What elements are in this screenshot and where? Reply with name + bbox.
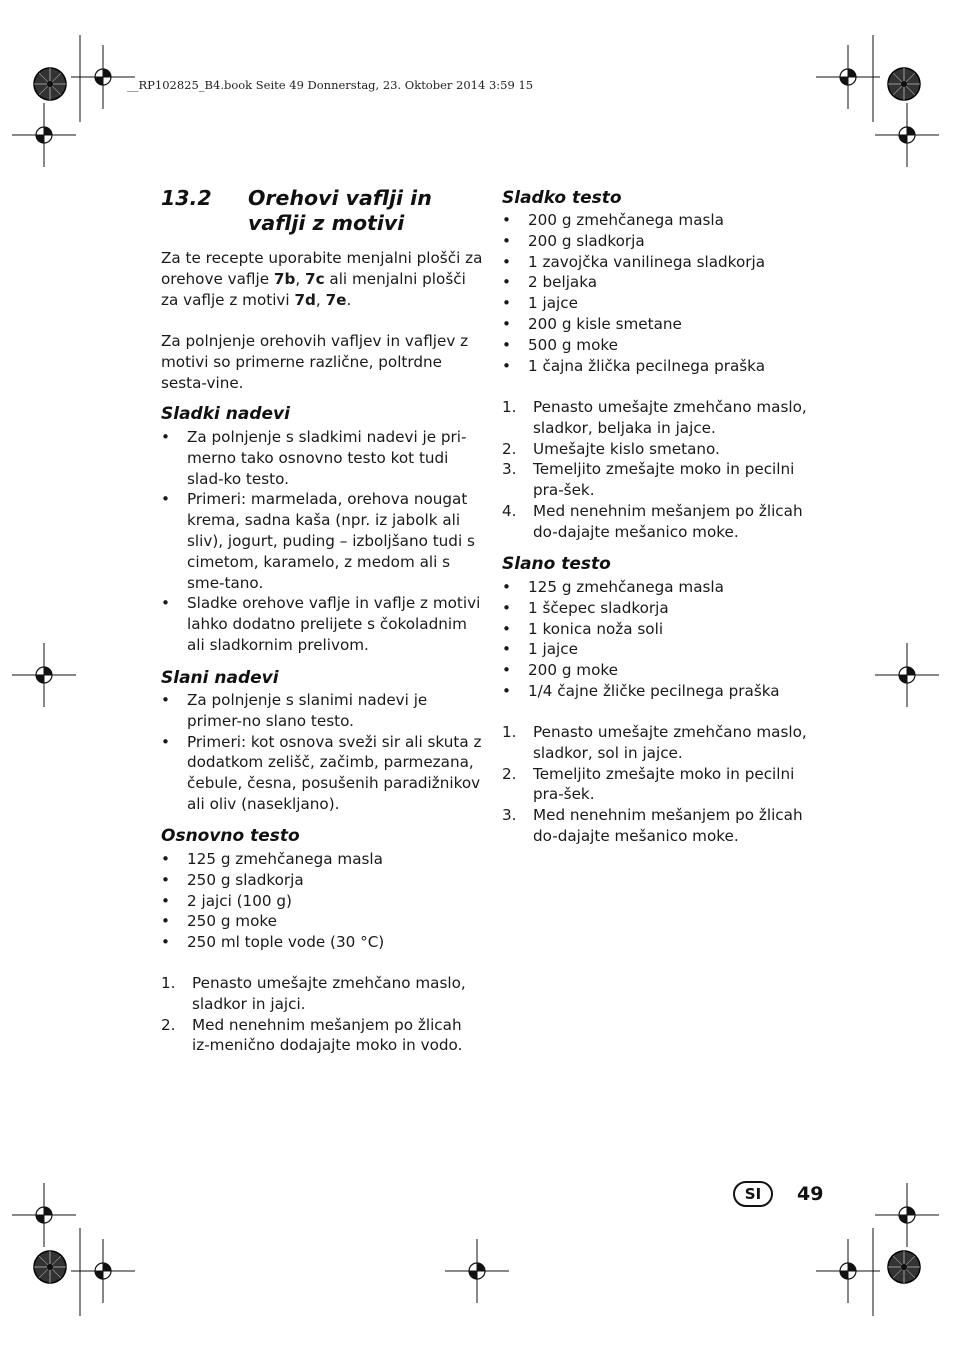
- ingredient-item: [502, 356, 827, 377]
- list-item: [161, 732, 483, 815]
- bullet: •: [502, 640, 511, 659]
- ingredient-item: [502, 293, 827, 314]
- step-text: Temeljito zmešajte moko in pecilni pra-šek.: [533, 764, 795, 804]
- step-text: Penasto umešajte zmehčano maslo, sladkor, beljaka in jajce.: [533, 398, 807, 437]
- step-number: 1.: [502, 398, 517, 416]
- ingredient-item: [502, 252, 827, 273]
- list-item: [161, 427, 483, 489]
- list-item-text: Primeri: marmelada, orehova nougat krema, sadna kaša (npr. iz jabolk ali sliv), jogurt, puding – izboljšano tudi s cimetom, karamelo, z medom ali s sme-tano.: [187, 490, 475, 592]
- step-number: 2.: [502, 764, 517, 783]
- step-item: [502, 459, 827, 501]
- section-number: 13.2: [161, 186, 212, 210]
- bullet: •: [502, 273, 511, 292]
- list-item-text: Primeri: kot osnova sveži sir ali skuta z dodatkom zelišč, začimb, parmezana, čebule, česna, posušenih paradižnikov ali oliv (nasekljano).: [187, 732, 482, 813]
- bullet: •: [502, 252, 511, 271]
- ingredient-text: 250 g sladkorja: [187, 870, 304, 889]
- list-item: [161, 593, 483, 655]
- step-number: 2.: [502, 439, 517, 458]
- sweet-dough-steps: [502, 397, 827, 543]
- ingredient-text: 200 g moke: [528, 661, 618, 680]
- ingredient-text: 2 beljaka: [528, 273, 598, 292]
- bullet: •: [502, 578, 511, 596]
- ingredient-item: [502, 314, 827, 335]
- ingredient-text: 250 ml tople vode (30 °C): [187, 933, 385, 952]
- language-badge: SI: [733, 1181, 773, 1207]
- bullet: •: [161, 428, 170, 446]
- bullet: •: [502, 619, 511, 638]
- step-text: Temeljito zmešajte moko in pecilni pra-šek.: [533, 460, 795, 500]
- ingredient-text: 125 g zmehčanega masla: [528, 578, 724, 596]
- ingredient-text: 125 g zmehčanega masla: [187, 850, 383, 868]
- ingredient-text: 1 jajce: [528, 640, 578, 659]
- bullet: •: [502, 661, 511, 680]
- section-title: [161, 186, 491, 236]
- ingredient-item: [502, 660, 827, 681]
- step-number: 4.: [502, 501, 517, 520]
- step-item: [502, 722, 827, 764]
- ingredient-item: [502, 210, 827, 231]
- ingredient-item: [502, 231, 827, 252]
- ingredient-text: 1 jajce: [528, 294, 578, 313]
- page-number: 49: [797, 1183, 824, 1205]
- step-item: [502, 501, 827, 543]
- step-text: Med nenehnim mešanjem po žlicah do-dajajte mešanico moke.: [533, 501, 803, 541]
- ref-7c: 7c: [305, 269, 325, 288]
- list-item: [161, 489, 483, 593]
- bullet: •: [161, 850, 170, 868]
- bullet: •: [502, 356, 511, 375]
- step-item: [502, 805, 827, 847]
- ingredient-item: [161, 891, 483, 912]
- ref-7b: 7b: [273, 269, 296, 288]
- step-number: 2.: [161, 1015, 176, 1034]
- ingredient-item: [161, 932, 483, 953]
- bullet: •: [502, 335, 511, 354]
- bullet: •: [502, 294, 511, 313]
- step-item: [502, 397, 827, 439]
- step-text: Med nenehnim mešanjem po žlicah iz-menično dodajajte moko in vodo.: [192, 1015, 463, 1055]
- ingredient-text: 1 ščepec sladkorja: [528, 598, 669, 617]
- bullet: •: [502, 211, 511, 229]
- list-item-text: Za polnjenje s slanimi nadevi je primer-no slano testo.: [187, 691, 428, 730]
- ingredient-item: [502, 272, 827, 293]
- savory-fillings-list: [161, 690, 483, 815]
- ingredient-text: 1 zavojčka vanilinega sladkorja: [528, 252, 765, 271]
- sweet-fillings-list: [161, 427, 483, 656]
- savory-dough-ingredients: [502, 577, 827, 702]
- ingredient-text: 2 jajci (100 g): [187, 891, 292, 910]
- ingredient-text: 500 g moke: [528, 335, 618, 354]
- ingredient-item: [502, 681, 827, 702]
- step-item: [161, 1015, 483, 1057]
- savory-fillings-heading: Slani nadevi: [161, 668, 279, 688]
- bullet: •: [161, 891, 170, 910]
- step-text: Med nenehnim mešanjem po žlicah do-dajajte mešanico moke.: [533, 806, 803, 845]
- bullet: •: [161, 490, 170, 509]
- intro-text: Za te recepte uporabite menjalni plošči za orehove vaflje: [161, 249, 483, 288]
- list-item-text: Sladke orehove vaflje in vaflje z motivi lahko dodatno prelijete s čokoladnim ali sladkornim prelivom.: [187, 594, 481, 654]
- sweet-dough-heading: Sladko testo: [502, 188, 622, 208]
- step-text: Penasto umešajte zmehčano maslo, sladkor in jajci.: [192, 974, 466, 1013]
- basic-dough-heading: Osnovno testo: [161, 826, 300, 846]
- intro-text: ali menjalni plošči za vaflje z motivi: [161, 269, 466, 309]
- ingredient-item: [502, 639, 827, 660]
- ref-7d: 7d: [294, 290, 316, 309]
- savory-dough-heading: Slano testo: [502, 554, 611, 574]
- ingredient-item: [502, 598, 827, 619]
- step-item: [161, 973, 483, 1015]
- ingredient-item: [502, 619, 827, 640]
- ingredient-item: [161, 849, 483, 870]
- intro-paragraph-1: [161, 248, 483, 310]
- section-title-text: Orehovi vaflji in vaflji z motivi: [248, 186, 432, 235]
- sweet-fillings-heading: Sladki nadevi: [161, 404, 290, 424]
- bullet: •: [502, 681, 511, 700]
- bullet: •: [502, 231, 511, 250]
- savory-dough-steps: [502, 722, 827, 847]
- ingredient-text: 1 konica noža soli: [528, 619, 664, 638]
- bullet: •: [161, 933, 170, 952]
- bullet: •: [502, 314, 511, 333]
- ref-7e: 7e: [325, 290, 347, 309]
- basic-dough-steps: [161, 973, 483, 1056]
- bullet: •: [161, 594, 170, 613]
- step-item: [502, 439, 827, 460]
- step-number: 3.: [502, 460, 517, 479]
- bullet: •: [161, 870, 170, 889]
- list-item-text: Za polnjenje s sladkimi nadevi je pri-merno tako osnovno testo kot tudi slad-ko testo.: [187, 428, 467, 488]
- bullet: •: [161, 691, 170, 709]
- ingredient-text: 1 čajna žlička pecilnega praška: [528, 356, 766, 375]
- basic-dough-ingredients: [161, 849, 483, 953]
- list-item: [161, 690, 483, 732]
- ingredient-text: 250 g moke: [187, 912, 277, 931]
- intro-paragraph-2: Za polnjenje orehovih vafljev in vafljev z motivi so primerne različne, poltrdne sesta-vine.: [161, 332, 469, 392]
- step-text: Penasto umešajte zmehčano maslo, sladkor, sol in jajce.: [533, 723, 807, 762]
- step-number: 3.: [502, 806, 517, 825]
- step-number: 1.: [502, 723, 517, 741]
- step-text: Umešajte kislo smetano.: [533, 439, 720, 458]
- ingredient-item: [502, 577, 827, 598]
- ingredient-item: [161, 870, 483, 891]
- intro-text: .: [346, 290, 352, 309]
- bullet: •: [161, 912, 170, 931]
- sweet-dough-ingredients: [502, 210, 827, 376]
- ingredient-text: 200 g kisle smetane: [528, 314, 682, 333]
- ingredient-text: 200 g sladkorja: [528, 231, 645, 250]
- ingredient-item: [161, 911, 483, 932]
- bullet: •: [161, 732, 170, 751]
- step-item: [502, 764, 827, 806]
- intro-text: ,: [315, 290, 326, 309]
- file-header-line: __RP102825_B4.book Seite 49 Donnerstag, 23. Oktober 2014 3:59 15: [127, 78, 534, 92]
- bullet: •: [502, 598, 511, 617]
- step-number: 1.: [161, 974, 176, 992]
- ingredient-item: [502, 335, 827, 356]
- intro-text: ,: [295, 269, 305, 288]
- ingredient-text: 200 g zmehčanega masla: [528, 211, 724, 229]
- ingredient-text: 1/4 čajne žličke pecilnega praška: [528, 681, 780, 700]
